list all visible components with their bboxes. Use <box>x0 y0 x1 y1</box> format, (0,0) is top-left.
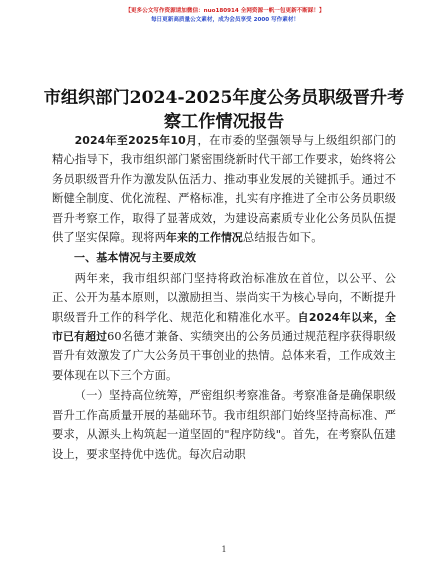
document-title: 市组织部门2024-2025年度公务员职级晋升考察工作情况报告 <box>43 88 405 132</box>
paragraph-overview <box>52 269 396 385</box>
promo-banner <box>60 7 390 25</box>
paragraph-intro <box>52 131 396 247</box>
intro-text: ，在市委的坚强领导与上级组织部门的精心指导下，我市组织部门紧密围绕新时代干部工作要求，始终将公务员职级晋升作为激发队伍活力、推动事业发展的关键抓手。通过不断健全制度、优化流程、严格标准，扎实有序推进了全市公务员职级晋升考察工作，取得了显著成效，为建设高素质专业化公务员队伍提供了坚实保障。现将两 <box>52 134 396 245</box>
intro-bold-text: 年来的工作情况 <box>165 231 243 245</box>
intro-date-range: 2024年至2025年10月 <box>74 134 198 147</box>
page-number: 1 <box>221 545 227 554</box>
overview-text: 两年来，我市组织部门坚持将政治标准放在首位，以公平、公正、公开为基本原则，以激励担当、崇尚实干为核心导向，不断提升职级晋升工作的科学化、规范化和精准化水平。 <box>52 271 396 324</box>
section-heading-1: 一、基本情况与主要成效 <box>74 251 197 265</box>
overview-bold-text: 自2024年以来，全市已有超过 <box>52 310 396 344</box>
document-body <box>52 131 396 464</box>
promo-banner-line-2: 每日更新高质量公文素材，成为会员享受 2000 写作素材！ <box>150 17 300 23</box>
paragraph-section-1: （一）坚持高位统筹，严密组织考察准备。考察准备是确保职级晋升工作高质量开展的基础环节。我市组织部门始终坚持高标准、严要求，从源头上构筑起一道坚固的"程序防线"。首先，在考察队伍建设上，要求坚持优中选优。每次启动职 <box>52 389 396 461</box>
intro-end-text: 总结报告如下。 <box>242 231 323 245</box>
overview-text-2: 60名德才兼备、实绩突出的公务员通过规范程序获得职级晋升有效激发了广大公务员干事创业的热情。总体来看，工作成效主要体现在以下三个方面。 <box>52 330 396 382</box>
promo-banner-line-1: 【更多公文写作资源请加微信：nuo180914 全网资源一帆一包更新不断踩！】 <box>125 8 325 14</box>
